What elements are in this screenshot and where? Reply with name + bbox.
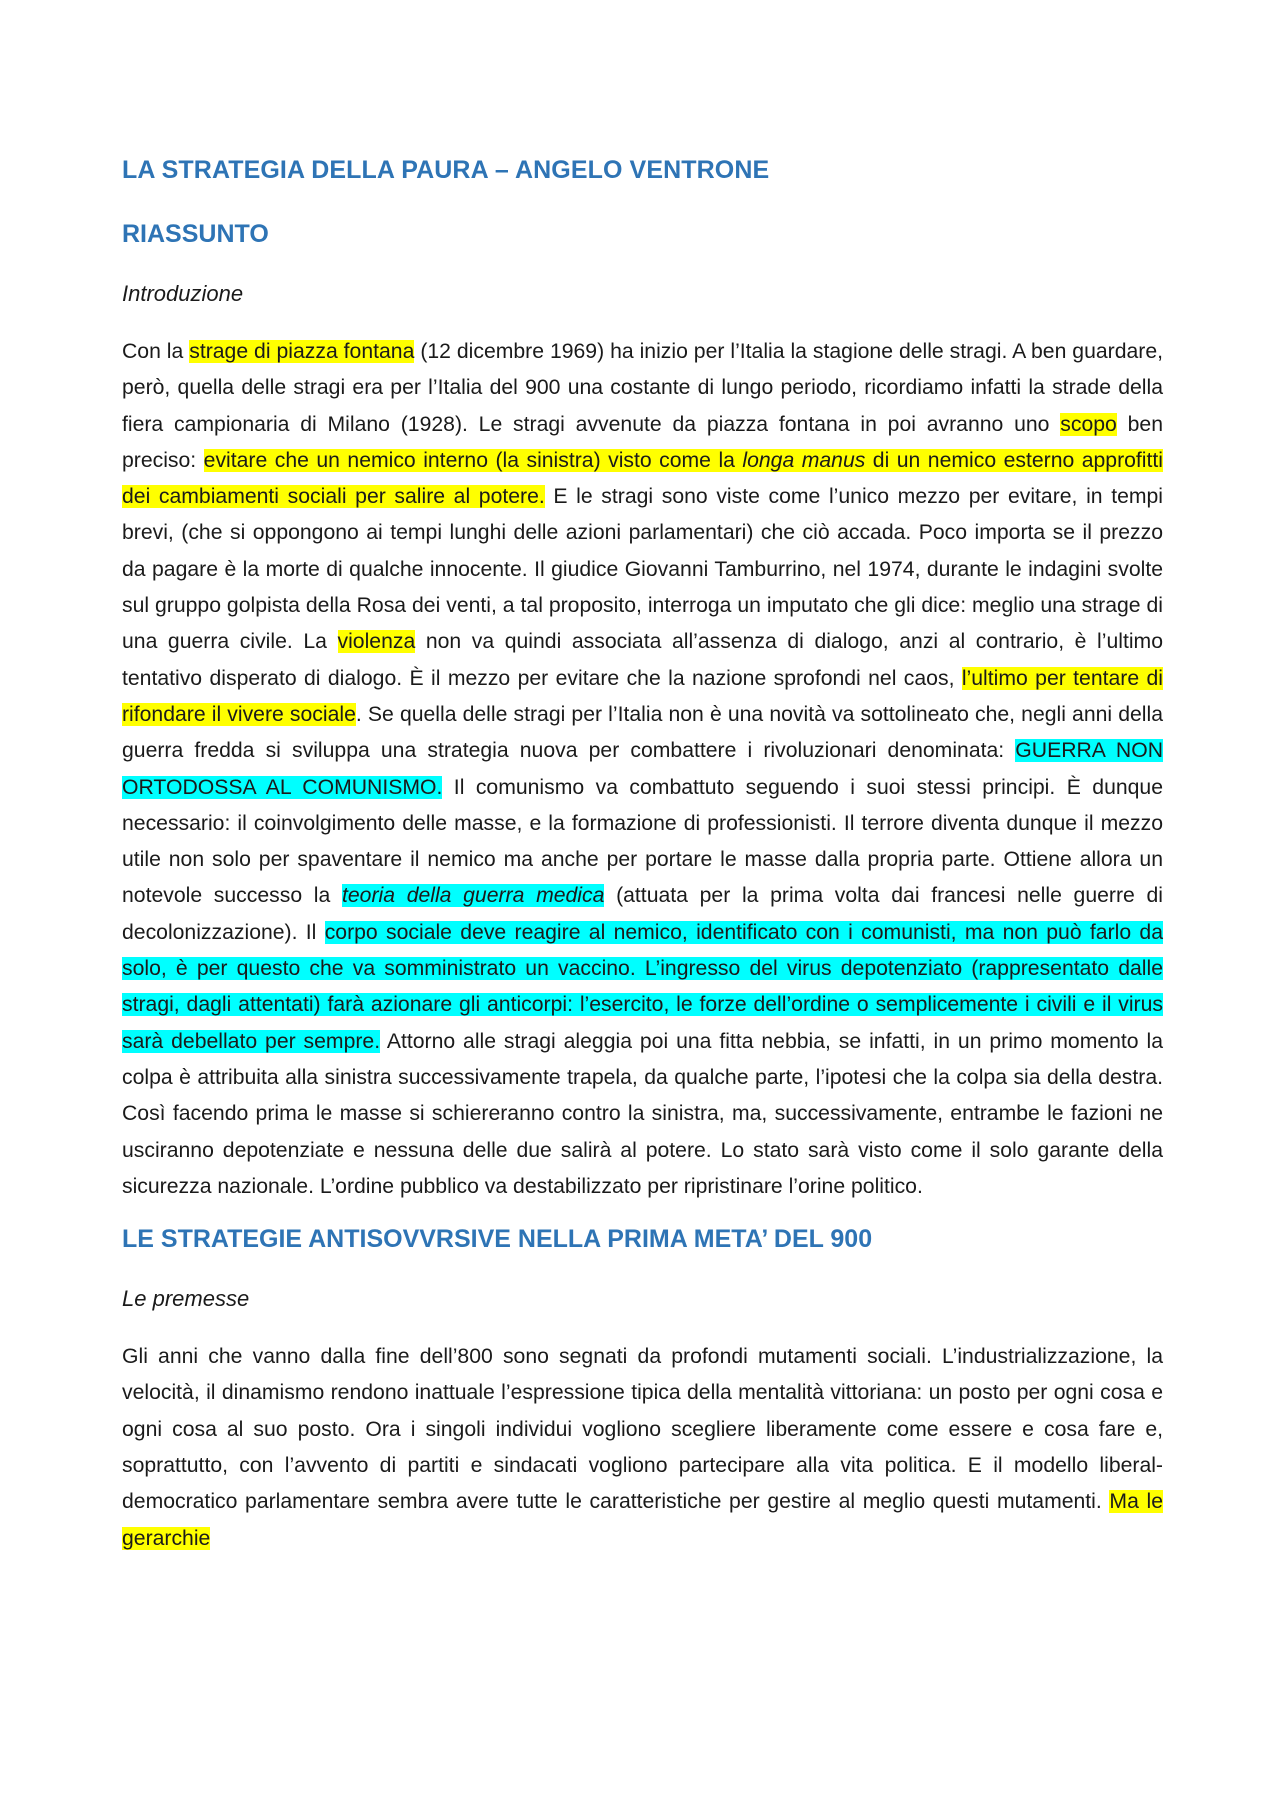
text-run: Il comunismo va combattuto seguendo i suoi stessi principi. È dunque necessario: il coinvolgimento delle masse, e la formazione di professionisti. Il terrore diventa dunque il mezzo utile non solo per spaventare il nemico ma anche per portare le masse dalla propria parte. Ottiene allora un notevole successo la xyxy=(122,775,1163,908)
text-run: Con la xyxy=(122,340,190,363)
highlighted-text-yellow: di un nemico esterno approfitti dei cambiamenti sociali per salire al potere. xyxy=(122,448,1163,509)
text-run: ben preciso: xyxy=(122,412,1163,472)
text-run: . Se quella delle stragi per l’Italia non è una novità va sottolineato che, negli anni della guerra fredda si sviluppa una strategia nuova per combattere i rivoluzionari denominata: xyxy=(122,702,1163,763)
highlighted-text-yellow: evitare che un nemico interno (la sinistra) visto come la xyxy=(203,448,743,472)
paragraph-introduzione xyxy=(122,334,1163,1205)
section-heading-strategie: LE STRATEGIE ANTISOVVRSIVE NELLA PRIMA META’ DEL 900 xyxy=(122,1225,873,1254)
text-run: (12 dicembre 1969) ha inizio per l’Italia la stagione delle stragi. A ben guardare, però, quella delle stragi era per l’Italia del 900 una costante di lungo periodo, ricordiamo infatti la strade della fiera campionaria di Milano (1928). Le stragi avvenute da piazza fontana in poi avranno uno xyxy=(122,340,1163,436)
document-body xyxy=(122,150,1163,1571)
text-run: Attorno alle stragi aleggia poi una fitta nebbia, se infatti, in un primo momento la colpa è attribuita alla sinistra successivamente trapela, da qualche parte, l’ipotesi che la colpa sia della destra. Così facendo prima le masse si schiereranno contro la sinistra, ma, successivamente, entrambe le fazioni ne usciranno depotenziate e nessuna delle due salirà al potere. Lo stato sarà visto come il solo garante della sicurezza nazionale. L’ordine pubblico va destabilizzato per ripristinare l’orine politico. xyxy=(122,1029,1163,1198)
subsection-heading-introduzione: Introduzione xyxy=(122,281,244,306)
highlighted-text-yellow: Ma le gerarchie xyxy=(122,1490,1163,1550)
highlighted-text-yellow: strage di piazza fontana xyxy=(189,340,415,363)
text-run: (attuata per la prima volta dai francesi nelle guerre di decolonizzazione). Il xyxy=(122,884,1163,944)
highlighted-text-yellow: scopo xyxy=(1060,412,1117,436)
text-run: E le stragi sono viste come l’unico mezzo per evitare, in tempi brevi, (che si oppongono ai tempi lunghi delle azioni parlamentari) che ciò accada. Poco importa se il prezzo da pagare è la morte di qualche innocente. Il giudice Giovanni Tamburrino, nel 1974, durante le indagini svolte sul gruppo golpista della Rosa dei venti, a tal proposito, interroga un imputato che gli dice: meglio una strage di una guerra civile. La xyxy=(122,485,1164,654)
highlighted-text-cyan: GUERRA NON ORTODOSSA AL COMUNISMO. xyxy=(122,739,1163,799)
section-heading-riassunto: RIASSUNTO xyxy=(122,220,269,248)
text-run: non va quindi associata all’assenza di dialogo, anzi al contrario, è l’ultimo tentativo disperato di dialogo. È il mezzo per evitare che la nazione sprofondi nel caos, xyxy=(122,630,1163,690)
highlighted-text-cyan: teoria della guerra medica xyxy=(342,884,605,908)
subsection-heading-premesse: Le premesse xyxy=(122,1286,250,1312)
highlighted-text-yellow: longa manus xyxy=(742,448,866,472)
highlighted-text-yellow: violenza xyxy=(337,630,416,654)
document-title: LA STRATEGIA DELLA PAURA – ANGELO VENTRONE xyxy=(122,156,770,184)
text-run: Gli anni che vanno dalla fine dell’800 sono segnati da profondi mutamenti sociali. L’industrializzazione, la velocità, il dinamismo rendono inattuale l’espressione tipica della mentalità vittoriana: un posto per ogni cosa e ogni cosa al suo posto. Ora i singoli individui vogliono scegliere liberamente come essere e cosa fare e, soprattutto, con l’avvento di partiti e sindacati vogliono partecipare alla vita politica. E il modello liberal-democratico parlamentare sembra avere tutte le caratteristiche per gestire al meglio questi mutamenti. xyxy=(122,1345,1163,1514)
highlighted-text-cyan: corpo sociale deve reagire al nemico, identificato con i comunisti, ma non può farlo da solo, è per questo che va somministrato un vaccino. L’ingresso del virus depotenziato (rappresentato dalle stragi, dagli attentati) farà azionare gli anticorpi: l’esercito, le forze dell’ordine o semplicemente i civili e il virus sarà debellato per sempre. xyxy=(122,920,1163,1053)
highlighted-text-yellow: l’ultimo per tentare di rifondare il vivere sociale xyxy=(122,666,1164,726)
paragraph-premesse xyxy=(122,1339,1163,1557)
